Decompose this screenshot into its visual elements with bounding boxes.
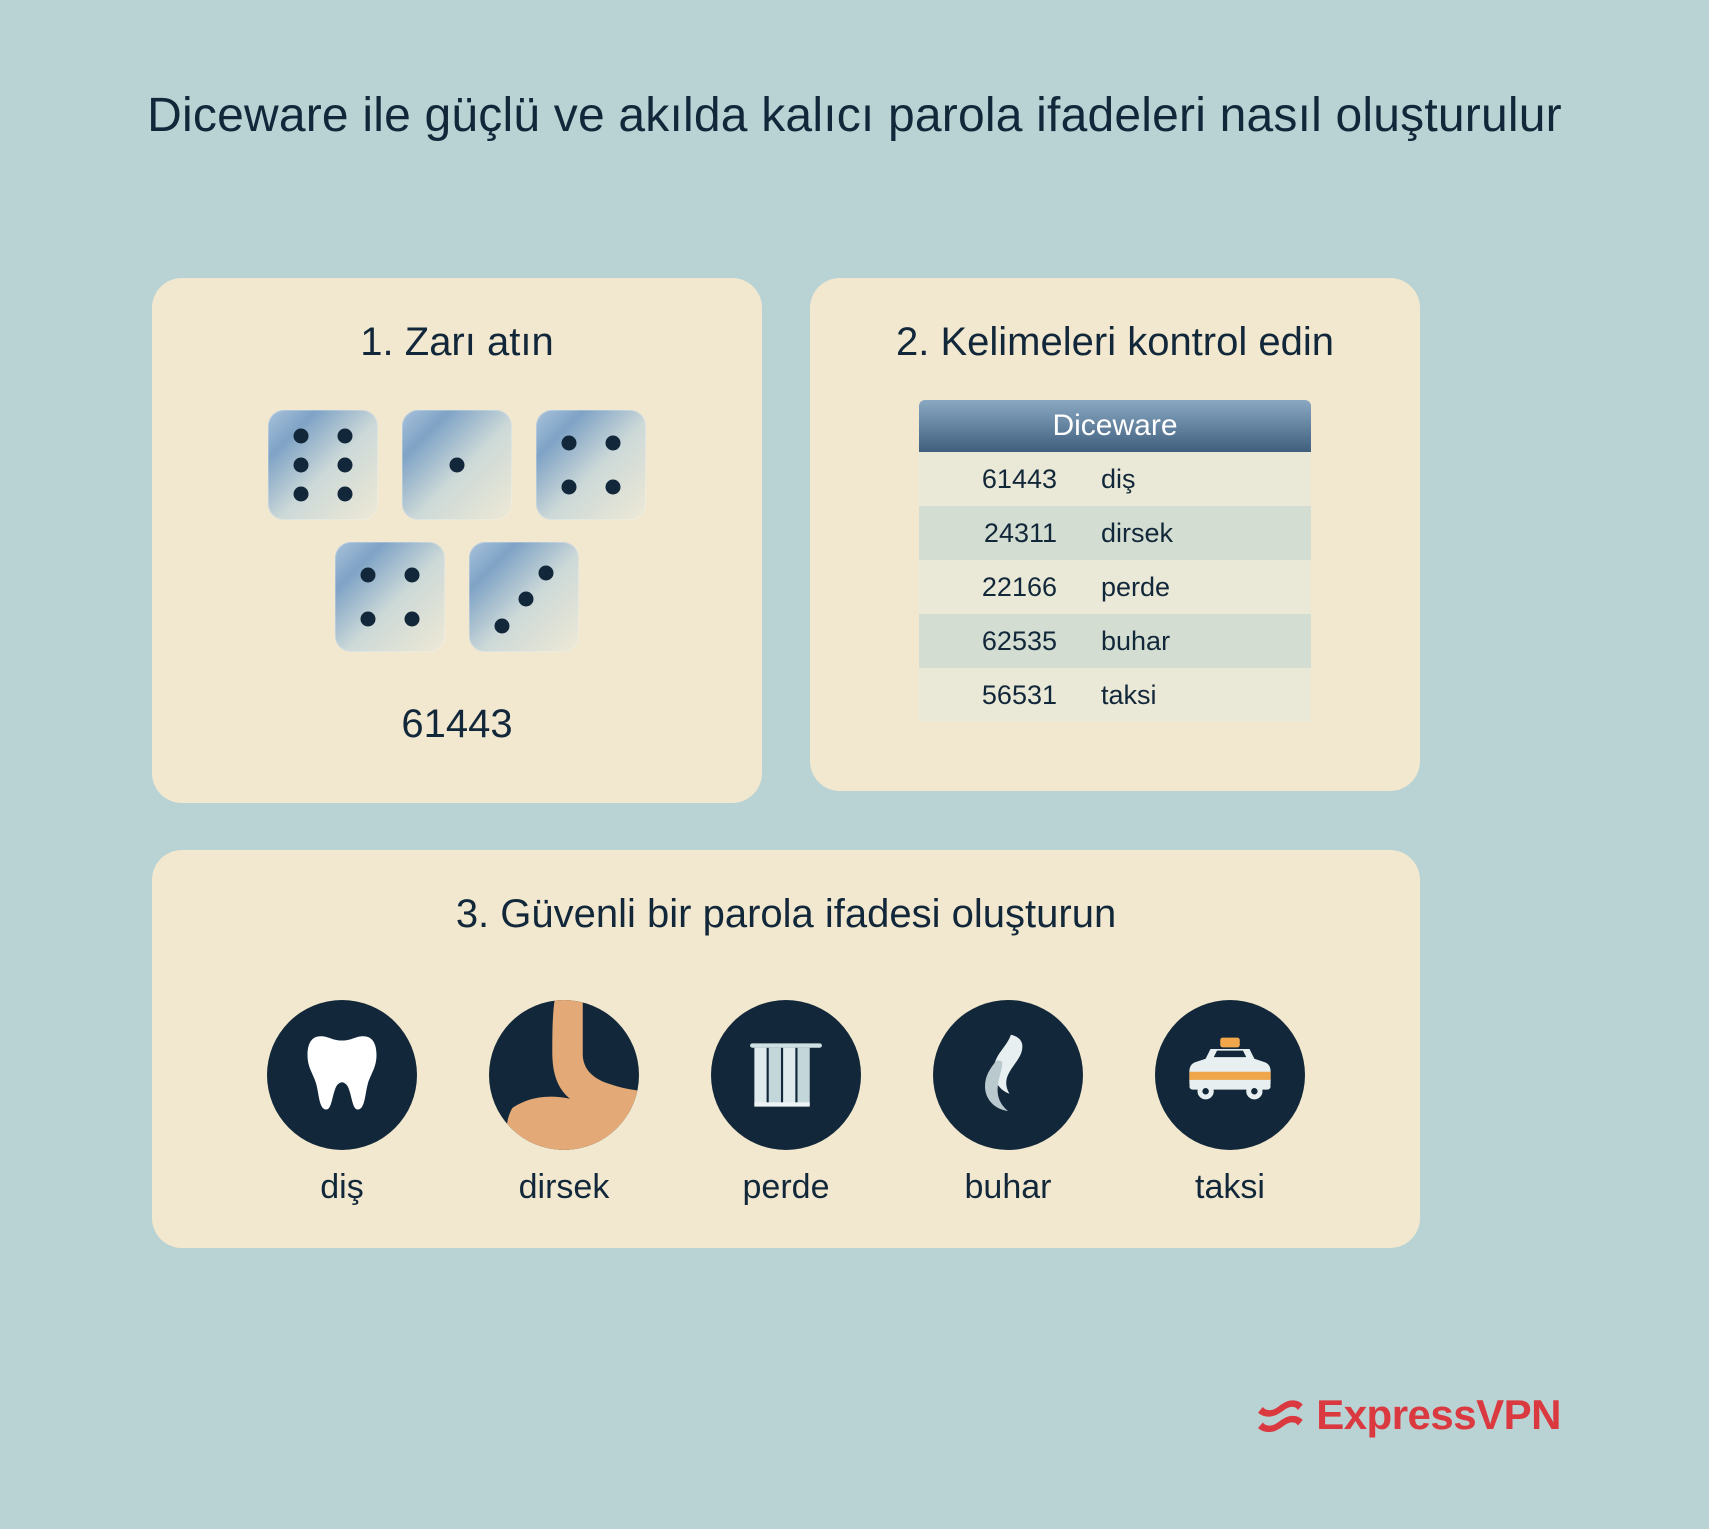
cell-code: 56531 (981, 679, 1057, 710)
cell-word: buhar (1101, 625, 1171, 656)
cell-code: 24311 (983, 517, 1057, 548)
curtain-icon (711, 1000, 861, 1150)
table-row (919, 668, 1311, 722)
phrase-item-elbow (489, 1000, 639, 1207)
step-2-card (810, 278, 1420, 791)
step-3-card (152, 850, 1420, 1248)
pip (294, 486, 309, 501)
expressvpn-mark-icon (1254, 1389, 1306, 1441)
cell-word: dirsek (1101, 517, 1174, 548)
die-1-six (268, 410, 378, 520)
phrase-label: diş (320, 1168, 364, 1206)
phrase-item-curtain (711, 1000, 861, 1207)
dice-area (152, 410, 762, 652)
die-5-three (469, 542, 579, 652)
table-row (919, 614, 1311, 668)
pip (361, 612, 376, 627)
diceware-table (919, 400, 1311, 722)
pip (361, 568, 376, 583)
table-row (919, 506, 1311, 560)
cell-code: 61443 (981, 463, 1057, 494)
pip (539, 565, 554, 580)
pip (405, 568, 420, 583)
cell-word: perde (1101, 571, 1171, 602)
taxi-icon (1155, 1000, 1305, 1150)
phrase-icon-row (152, 1000, 1420, 1207)
cell-word: diş (1101, 463, 1136, 494)
die-4-four (335, 542, 445, 652)
pip (562, 436, 577, 451)
page-title: Diceware ile güçlü ve akılda kalıcı parola ifadeleri nasıl oluşturulur (147, 89, 1562, 142)
diceware-table-header: Diceware (919, 400, 1311, 452)
phrase-item-taxi (1155, 1000, 1305, 1207)
elbow-icon (489, 1000, 639, 1150)
pip (338, 486, 353, 501)
pip (294, 458, 309, 473)
phrase-label: buhar (964, 1168, 1052, 1206)
step-1-title: 1. Zarı atın (360, 320, 554, 364)
pip (294, 429, 309, 444)
cell-code: 22166 (981, 571, 1057, 602)
steam-icon (933, 1000, 1083, 1150)
pip (405, 612, 420, 627)
step-3-title: 3. Güvenli bir parola ifadesi oluşturun (455, 892, 1117, 936)
dice-result-number: 61443 (401, 702, 513, 746)
dice-row-top (152, 410, 762, 520)
pip (606, 436, 621, 451)
tooth-icon (267, 1000, 417, 1150)
phrase-label: perde (742, 1168, 830, 1206)
phrase-item-steam (933, 1000, 1083, 1207)
table-row (919, 452, 1311, 506)
step-1-card (152, 278, 762, 803)
expressvpn-wordmark: ExpressVPN (1316, 1391, 1561, 1438)
cell-word: taksi (1101, 679, 1157, 710)
die-2-one (402, 410, 512, 520)
pip (495, 618, 510, 633)
phrase-label: taksi (1195, 1168, 1265, 1206)
pip (338, 458, 353, 473)
pip (606, 480, 621, 495)
die-3-four (536, 410, 646, 520)
expressvpn-logo (1254, 1389, 1561, 1441)
table-row (919, 560, 1311, 614)
phrase-item-tooth (267, 1000, 417, 1207)
dice-row-bottom (152, 542, 762, 652)
pip (450, 458, 465, 473)
cell-code: 62535 (981, 625, 1057, 656)
step-2-title: 2. Kelimeleri kontrol edin (896, 320, 1334, 364)
pip (562, 480, 577, 495)
pip (519, 592, 534, 607)
phrase-label: dirsek (518, 1168, 610, 1206)
pip (338, 429, 353, 444)
